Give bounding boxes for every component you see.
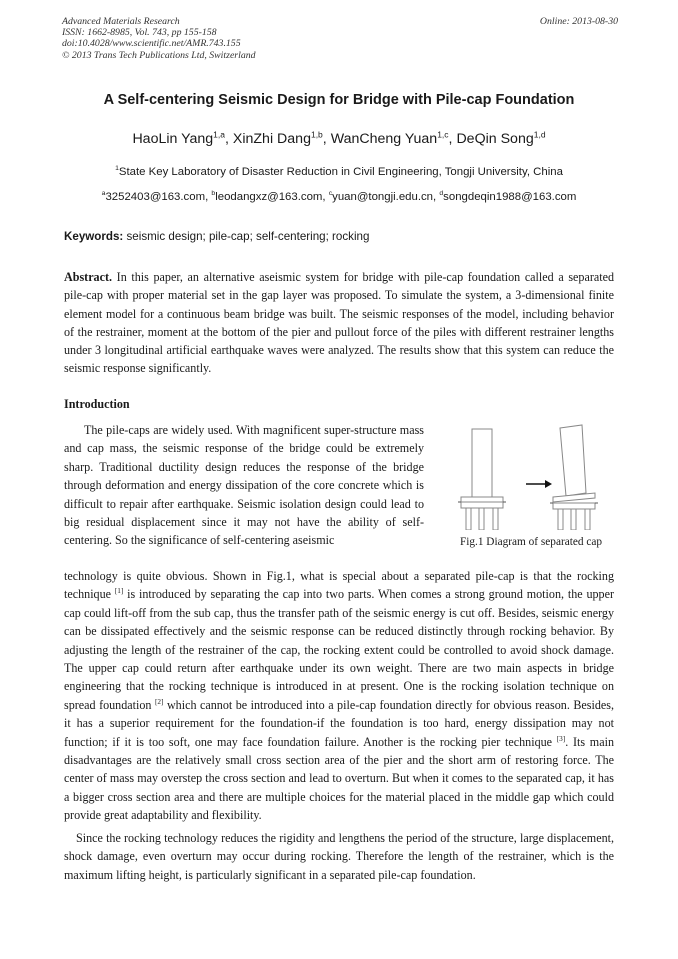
citation-ref: [3] [556,734,566,743]
email-mark: a [101,190,106,198]
keywords-text: seismic design; pile-cap; self-centering; rocking [123,230,370,243]
abstract [64,268,614,378]
paragraph-text: . Its main disadvantages are the relatively small cross section area of the pier and the short arm of restoring force. The center of mass may overstep the cross section and lead to overturn. But when it comes to the separated cap, it has a bigger cross section area and there are multiple choices for the material placed in the middle gap which could provide great adaptability and flexibility. [64,734,614,823]
right-sub-cap [553,503,595,509]
author-affil-mark: 1,c [437,129,449,140]
left-pile [493,508,498,530]
intro-paragraph-2: Since the rocking technology reduces the rigidity and lengthens the period of the structure, large displacement, shock damage, even overturn may occur during rocking. Therefore the length of the restrainer, which is the maximum lifting height, is particularly significant in a separated pile-cap foundation. [64,831,614,882]
keywords-label: Keywords: [64,230,124,243]
paragraph-text: is introduced by separating the cap into two parts. When comes a strong ground motion, the upper cap could lift-off from the sub cap, thus the transfer path of the seismic energy is cut off. Besides, seismic energy can be dissipated effectively and the seismic response can be reduced distinctly through rocking behavior. By adjusting the length of the restrainer of the cap, the rocking extent could be controlled to avoid shock damage. The upper cap could return after earthquake under its own weight. There are two main aspects in bridge engineering that the rocking technique is introduced in at present. One is the rocking isolation technique on spread foundation [64,587,614,712]
affiliation [30,166,648,178]
author-affil-mark: 1,b [310,129,323,140]
separated-cap-diagram [446,420,616,530]
author-separator: , [225,131,233,147]
right-pile [585,509,590,530]
doi-line: doi:10.4028/www.scientific.net/AMR.743.155 [62,38,241,50]
author-affil-mark: 1,d [533,129,546,140]
intro-paragraph-1-continued [64,567,614,825]
arrow-head [545,480,552,488]
affiliation-mark: 1 [115,165,119,173]
email-address: songdeqin1988@163.com [443,191,577,203]
author-separator: , [322,131,327,147]
journal-name: Advanced Materials Research [62,16,180,27]
copyright-line: © 2013 Trans Tech Publications Ltd, Switzerland [62,49,256,61]
email-address: 3252403@163.com, [105,191,212,203]
citation-ref: [1] [114,587,124,596]
citation-ref: [2] [154,697,164,706]
figure-1 [446,420,616,560]
email-mark: b [211,190,216,198]
right-pile [571,509,576,530]
intro-paragraph-1: The pile-caps are widely used. With magnificent super-structure mass and cap mass, the seismic response of the bridge could be extremely sharp. Traditional ductility design reduces the response of the bridge through deformation and energy dissipation of the core concrete which is difficult to repair after earthquake. Seismic isolation design could lead to big residual displacement since it may not have the ability of self-centering. So the significance of self-centering aseismic [64,423,424,548]
issn-line: ISSN: 1662-8985, Vol. 743, pp 155-158 [62,27,217,39]
author-name: HaoLin Yang [132,131,214,147]
paragraph-text: which cannot be introduced into a pile-cap foundation directly for obvious reason. Besides, it has a superior requirement for the foundation-if the foundation is too hard, energy dissipation may not function; if it is too soft, one may face foundation failure. Another is the rocking pier technique [64,697,614,749]
email-address: yuan@tongji.edu.cn, [332,191,440,203]
left-upper-cap [461,497,503,502]
author-name: XinZhi Dang [232,131,311,147]
email-address: leodangxz@163.com, [215,191,329,203]
email-list [30,191,648,203]
author-separator: , [448,131,457,147]
left-sub-cap [461,502,503,508]
left-pile [479,508,484,530]
affiliation-text: State Key Laboratory of Disaster Reduction in Civil Engineering, Tongji University, China [118,166,563,178]
author-list [30,131,648,147]
right-pile [558,509,563,530]
email-mark: c [328,190,333,198]
author-name: WanCheng Yuan [330,131,438,147]
figure-caption: Fig.1 Diagram of separated cap [459,536,603,548]
keywords [64,230,624,243]
right-pier-rocked [560,425,586,496]
section-heading-introduction: Introduction [64,397,130,411]
left-pile [466,508,471,530]
author-affil-mark: 1,a [213,129,225,140]
paper-title: A Self-centering Seismic Design for Bridge with Pile-cap Foundation [103,92,575,108]
paragraph-text: technology is quite obvious. Shown in Fig.1, what is special about a separated pile-cap is that the rocking technique [64,569,614,602]
author-name: DeQin Song [456,131,534,147]
abstract-label: Abstract. [64,270,113,284]
abstract-text: In this paper, an alternative aseismic system for bridge with pile-cap foundation called a separated pile-cap with proper material set in the gap layer was proposed. To simulate the system, a 3-dimensional finite element model for a continuous beam bridge was built. The seismic responses of the model, including behavior of the restrainer, moment at the bottom of the pier and pullout force of the piles with different restrainer lengths under 3 longitudinal artificial earthquake waves were analyzed. The results show that this system can reduce the seismic response significantly. [64,270,614,376]
journal-header [62,16,618,61]
left-pier [472,429,492,497]
online-date: Online: 2013-08-30 [539,16,618,27]
email-mark: d [439,190,444,198]
